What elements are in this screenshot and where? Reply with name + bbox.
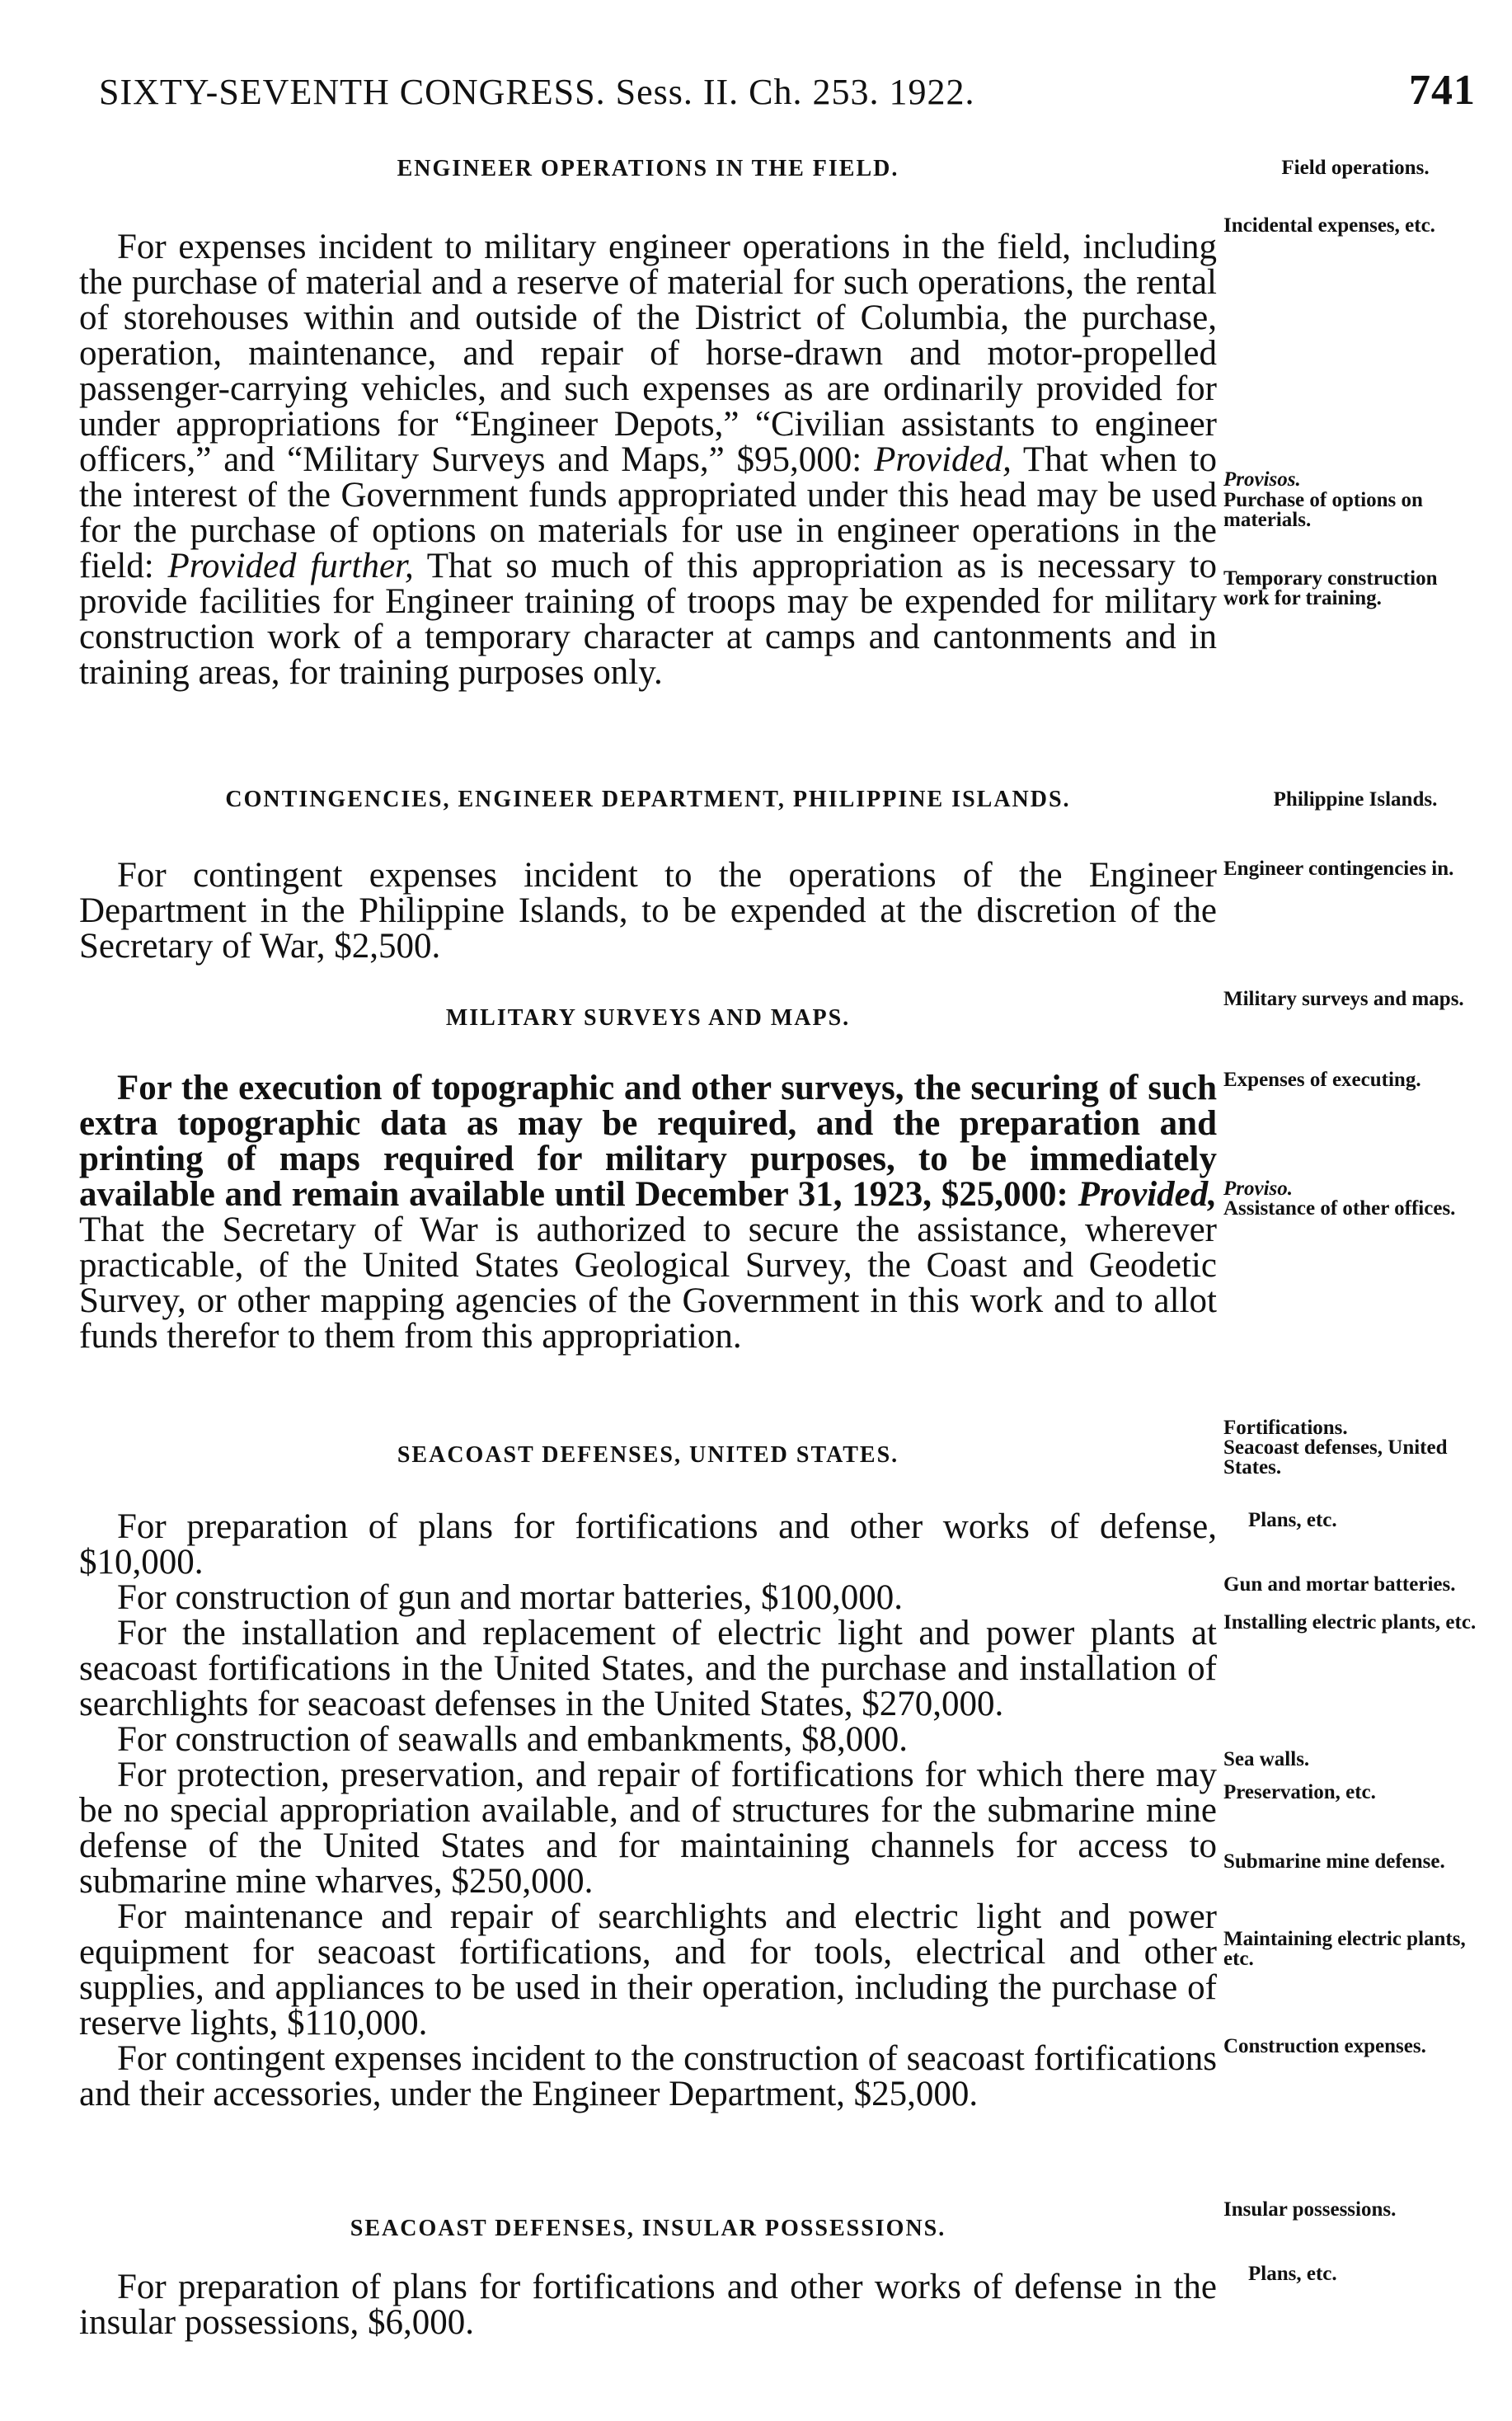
margin-note: Preservation, etc. xyxy=(1223,1781,1376,1803)
paragraph: For contingent expenses incident to the construction of seacoast fortifications and their accessories, under the Engineer Department, $25,000. xyxy=(79,2039,1217,2113)
margin-note: Philippine Islands. xyxy=(1273,788,1438,811)
margin-note: Submarine mine defense. xyxy=(1223,1850,1445,1873)
running-head xyxy=(99,67,1476,120)
margin-note: Installing electric plants, etc. xyxy=(1223,1611,1477,1634)
page-number: 741 xyxy=(1409,67,1476,114)
margin-note: Sea walls. xyxy=(1223,1748,1310,1770)
running-head-title: SIXTY-SEVENTH CONGRESS. Sess. II. Ch. 253. 1922. xyxy=(99,72,975,112)
margin-note: Plans, etc. xyxy=(1248,2263,1337,2285)
margin-note: Purchase of options on materials. xyxy=(1223,489,1423,531)
margin-note: Maintaining electric plants, etc. xyxy=(1223,1928,1466,1970)
paragraph-text: For the execution of topographic and other surveys, the securing of such extra topographic data as may be required, and the preparation and printing of maps required for military purposes, to be immediately available and remain available until December 31, 1923, $25,000: xyxy=(79,1069,1217,1214)
margin-note: Temporary construction work for training. xyxy=(1223,567,1438,609)
margin-note: Expenses of executing. xyxy=(1223,1069,1421,1091)
margin-note: Assistance of other offices. xyxy=(1223,1197,1456,1220)
paragraph-text: That the Secretary of War is authorized to secure the assistance, wherever practicable, of the United States Geological Survey, the Coast and Geodetic Survey, or other mapping agencies of the Government in this work and to allot funds therefor to them from this appropriation. xyxy=(79,1210,1217,1356)
paragraph: For maintenance and repair of searchlights and electric light and power equipment for seacoast fortifications, and for tools, electrical and other supplies, and appliances to be used in their operation, including the purchase of reserve lights, $110,000. xyxy=(79,1897,1217,2043)
margin-note: Plans, etc. xyxy=(1248,1509,1337,1531)
paragraph: For the installation and replacement of electric light and power plants at seacoast fortifications in the United States, and the purchase and installation of searchlights for seacoast defenses in the United States, $270,000. xyxy=(79,1614,1217,1723)
paragraph: For contingent expenses incident to the operations of the Engineer Department in the Philippine Islands, to be expended at the discretion of the Secretary of War, $2,500. xyxy=(79,856,1217,966)
margin-note: Seacoast defenses, United States. xyxy=(1223,1436,1448,1478)
paragraph: For construction of seawalls and embankments, $8,000. xyxy=(117,1720,908,1759)
margin-note: Incidental expenses, etc. xyxy=(1223,214,1435,237)
margin-note: Construction expenses. xyxy=(1223,2035,1426,2057)
paragraph: For preparation of plans for fortifications and other works of defense, $10,000. xyxy=(79,1507,1217,1582)
paragraph-text: For expenses incident to military engineer operations in the field, including the purchase of material and a reserve of material for such operations, the rental of storehouses within and outside of the District of Columbia, the purchase, operation, maintenance, and repair of horse-drawn and motor-propelled passenger-carrying vehicles, and such expenses as are ordinarily provided for under appropriations for “Engineer Depots,” “Civilian assistants to engineer officers,” and “Military Surveys and Maps,” $95,000: xyxy=(79,228,1217,479)
section-heading: MILITARY SURVEYS AND MAPS. xyxy=(445,1005,851,1031)
margin-note: Proviso. xyxy=(1223,1178,1294,1200)
paragraph: For preparation of plans for fortifications and other works of defense in the insular possessions, $6,000. xyxy=(79,2268,1217,2342)
paragraph xyxy=(79,229,1217,690)
margin-note: Provisos. xyxy=(1223,468,1301,491)
proviso-word: Provided further, xyxy=(167,547,414,585)
paragraph-text: That when to the interest of the Government funds appropriated under this head may be used for the purchase of options on materials for use in engineer operations in the field: xyxy=(79,440,1217,585)
margin-note: Engineer contingencies in. xyxy=(1223,858,1454,880)
margin-note: Field operations. xyxy=(1281,157,1430,179)
proviso-word: Provided, xyxy=(1078,1175,1217,1214)
margin-note: Military surveys and maps. xyxy=(1223,988,1464,1010)
paragraph-text: That so much of this appropriation as is necessary to provide facilities for Engineer training of troops may be expended for military construction work of a temporary character at camps and cantonments and in training areas, for training purposes only. xyxy=(79,547,1217,692)
proviso-word: Provided, xyxy=(874,440,1012,479)
section-heading: ENGINEER OPERATIONS IN THE FIELD. xyxy=(397,156,899,181)
section-heading: SEACOAST DEFENSES, UNITED STATES. xyxy=(397,1442,899,1468)
section-heading: CONTINGENCIES, ENGINEER DEPARTMENT, PHILIPPINE ISLANDS. xyxy=(225,787,1071,812)
section-heading: SEACOAST DEFENSES, INSULAR POSSESSIONS. xyxy=(350,2216,946,2241)
paragraph: For protection, preservation, and repair of fortifications for which there may be no special appropriation available, and of structures for the submarine mine defense of the United States and for maintaining channels for access to submarine mine wharves, $250,000. xyxy=(79,1756,1217,1901)
margin-note: Gun and mortar batteries. xyxy=(1223,1573,1456,1596)
margin-note: Fortifications. xyxy=(1223,1417,1348,1439)
paragraph xyxy=(79,1070,1217,1354)
paragraph: For construction of gun and mortar batteries, $100,000. xyxy=(117,1578,903,1617)
margin-note: Insular possessions. xyxy=(1223,2198,1397,2221)
